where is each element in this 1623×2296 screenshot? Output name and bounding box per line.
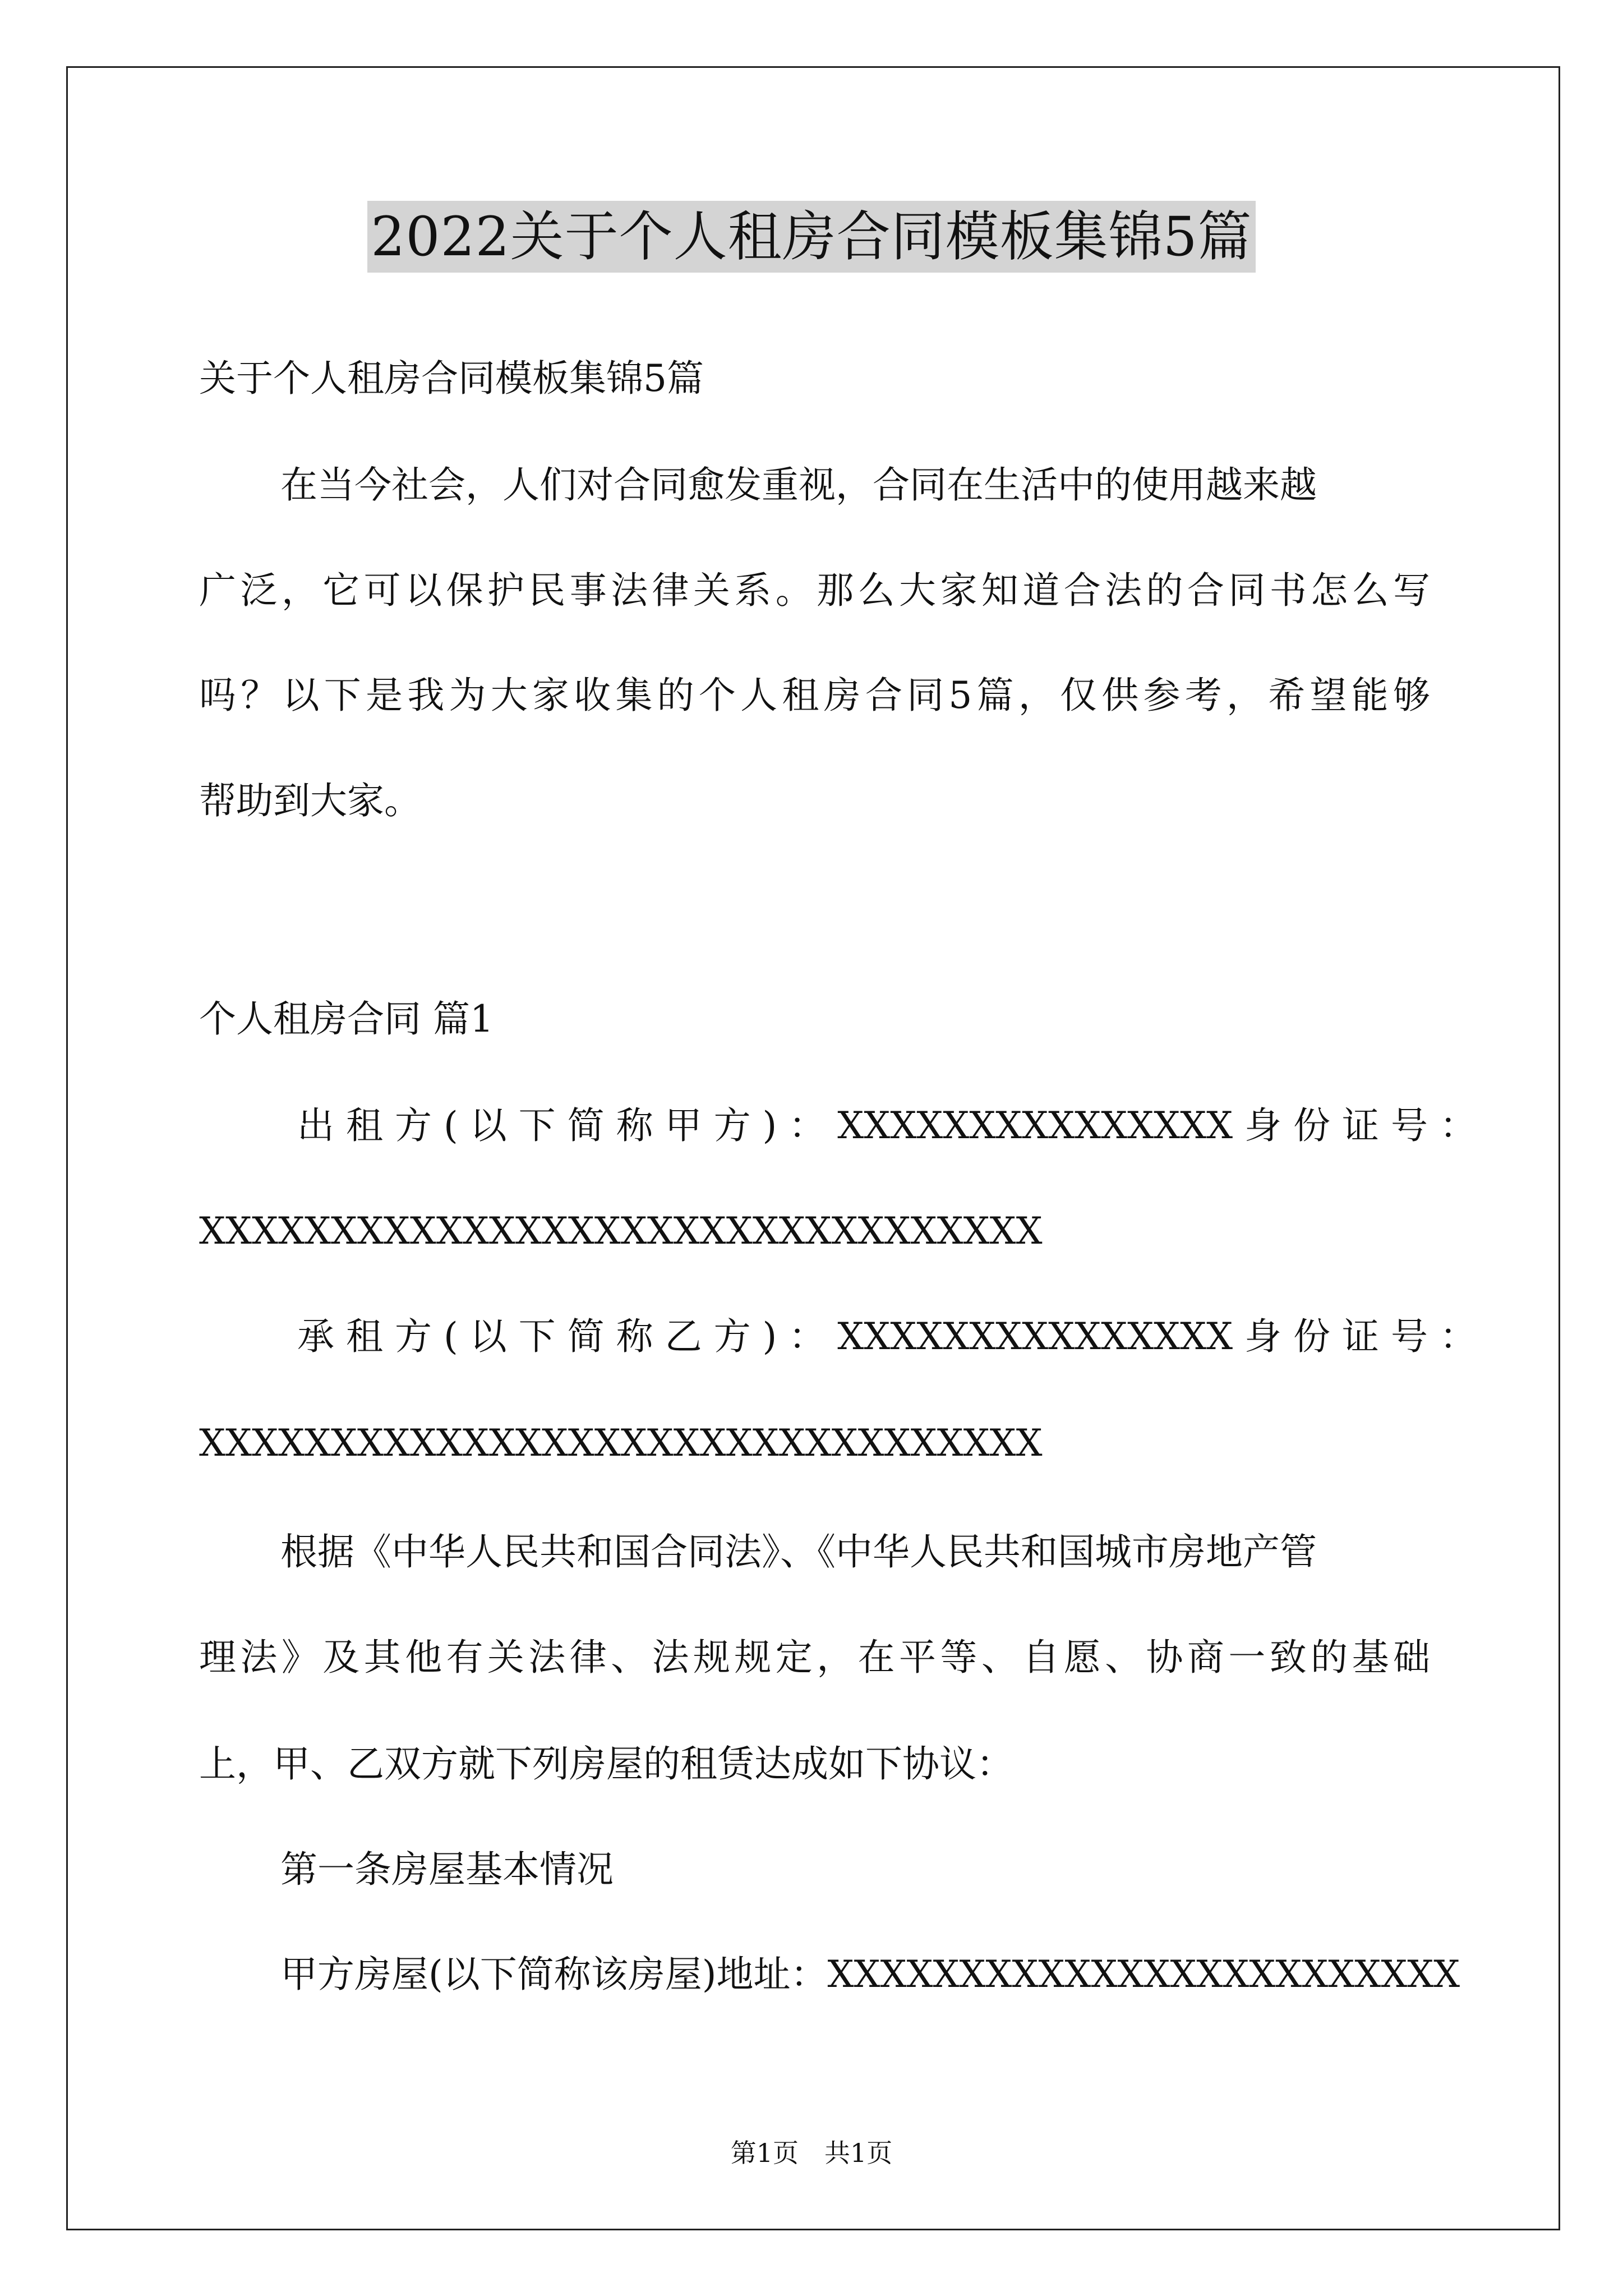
article-1-heading: 第一条房屋基本情况 (280, 1848, 614, 1891)
lessee-line (297, 1314, 1477, 1359)
intro-line-4: 帮助到大家。 (199, 779, 421, 822)
lessor-id-value: XXXXXXXXXXXXXXXXXXXXXXXXXXXXXXXX (199, 1209, 1043, 1253)
intro-line-1: 在当今社会，人们对合同愈发重视，合同在生活中的使用越来越 (280, 463, 1317, 507)
basis-line-1: 根据《中华人民共和国合同法》、《中华人民共和国城市房地产管 (280, 1530, 1317, 1573)
section-heading: 个人租房合同 篇1 (199, 997, 494, 1041)
lessee-name: XXXXXXXXXXXXXXX (837, 1315, 1233, 1358)
document-subtitle: 关于个人租房合同模板集锦5篇 (199, 357, 704, 400)
lessor-label: 出 租 方 ( 以 下 简 称 甲 方 ) ： (297, 1104, 826, 1147)
basis-line-3: 上，甲、乙双方就下列房屋的租赁达成如下协议： (199, 1742, 1013, 1786)
lessee-id-value: XXXXXXXXXXXXXXXXXXXXXXXXXXXXXXXX (199, 1421, 1043, 1465)
lessee-id-label: 身 份 证 号 ： (1244, 1315, 1477, 1358)
address-line: 甲方房屋(以下简称该房屋)地址：XXXXXXXXXXXXXXXXXXXXXXXX (280, 1953, 1460, 1996)
intro-line-3: 吗？以下是我为大家收集的个人租房合同5篇，仅供参考，希望能够 (199, 674, 1430, 717)
page-footer: 第1页 共1页 (730, 2138, 893, 2168)
lessee-label: 承 租 方 ( 以 下 简 称 乙 方 ) ： (297, 1315, 826, 1358)
lessor-line (297, 1103, 1477, 1148)
lessor-id-label: 身 份 证 号 ： (1244, 1104, 1477, 1147)
lessor-name: XXXXXXXXXXXXXXX (837, 1104, 1233, 1147)
document-title: 2022关于个人租房合同模板集锦5篇 (367, 201, 1255, 273)
intro-line-2: 广泛，它可以保护民事法律关系。那么大家知道合法的合同书怎么写 (199, 569, 1430, 612)
basis-line-2: 理法》及其他有关法律、法规规定，在平等、自愿、协商一致的基础 (199, 1636, 1430, 1679)
title-container (0, 201, 1623, 273)
